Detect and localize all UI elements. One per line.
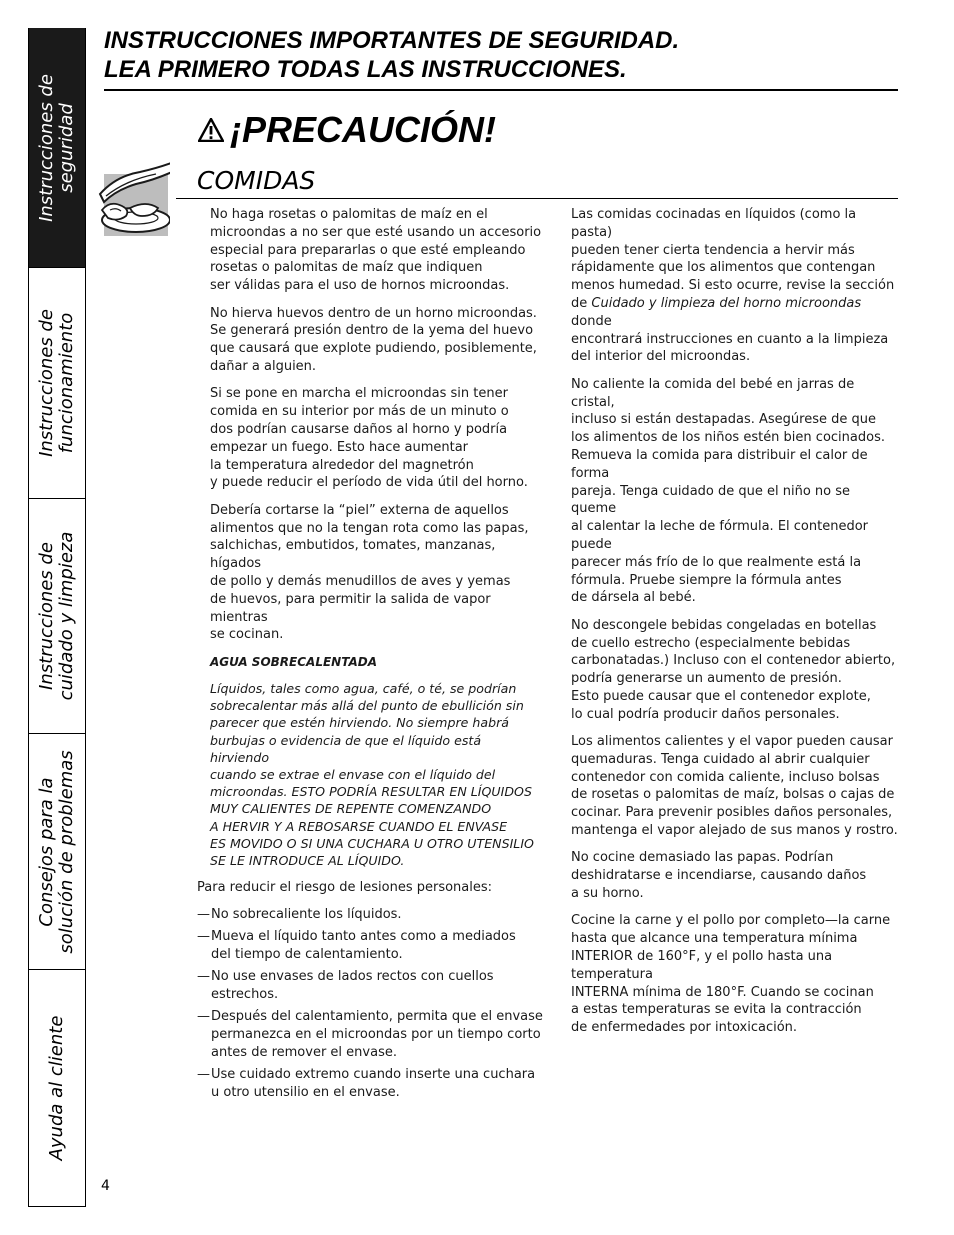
warning-triangle-icon [198, 118, 224, 142]
header-line-2: LEA PRIMERO TODAS LAS INSTRUCCIONES. [104, 56, 627, 83]
list-item: — No use envases de lados rectos con cuellos estrechos. [197, 969, 494, 1003]
paragraph-steam: Los alimentos calientes y el vapor pueden causar quemaduras. Tenga cuidado al abrir cualquier contenedor con comida caliente, incluso bolsas de rosetas o palomitas de maíz, bolsas o cajas de cocinar. Para prevenir posibles daños personales, mantenga el vapor alejado de sus manos y rostro. [571, 734, 898, 839]
page-number: 4 [101, 1178, 110, 1194]
paragraph-potatoes: No cocine demasiado las papas. Podrían deshidratarse e incendiarse, causando daños a su horno. [571, 850, 867, 902]
warning-heading: AGUA SOBRECALENTADA [210, 655, 378, 670]
tab-label: Ayuda al cliente [46, 1015, 67, 1161]
tab-operating-instructions[interactable] [29, 268, 85, 499]
cross-reference: Cuidado y limpieza del horno microondas [591, 295, 862, 311]
tab-safety-instructions[interactable] [29, 28, 85, 268]
paragraph-empty-oven: Si se pone en marcha el microondas sin tener comida en su interior por más de un minuto o dos podrían causarse daños al horno y podría empezar un fuego. Esto hace aumentar la temperatura alrededor del magnetrón y puede reducir el período de vida útil del horno. [210, 386, 528, 491]
tab-customer-help[interactable] [29, 970, 85, 1206]
tab-label: Consejos para la solución de problemas [36, 749, 77, 954]
section-title: COMIDAS [197, 166, 316, 195]
paragraph-skin: Debería cortarse la “piel” externa de aquellos alimentos que no la tengan rota como las papas, salchichas, embutidos, tomates, manzanas, hígados de pollo y demás menudillos de aves y yemas de huevos, para permitir la salida de vapor mientras se cocinan. [210, 502, 529, 643]
content-column-left [197, 206, 544, 1106]
paragraph-meat: Cocine la carne y el pollo por completo—la carne hasta que alcance una temperatura mínima INTERIOR de 160°F, y el pollo hasta una temperatura INTERNA mínima de 180°F. Cuando se cocinan a estas temperaturas se evita la contracción de enfermedades por intoxicación. [571, 913, 891, 1036]
warning-body: Líquidos, tales como agua, café, o té, se podrían sobrecalentar más allá del punto de ebullición sin parecer que estén hirviendo. No siempre habrá burbujas o evidencia de que el líquido está hirviendo cuando se extrae el envase con el líquido del microondas. ESTO PODRÍA RESULTAR EN LÍQUIDOS MUY CALIENTES DE REPENTE COMENZANDO A HERVIR Y A REBOSARSE CUANDO EL ENVASE ES MOVIDO O SI UNA CUCHARA U OTRO UTENSILIO SE LE INTRODUCE AL LÍQUIDO. [210, 680, 534, 868]
caution-title: ¡PRECAUCIÓN! [230, 109, 496, 150]
list-item: — No sobrecaliente los líquidos. [197, 907, 402, 923]
caution-heading [198, 108, 496, 152]
list-item: — Mueva el líquido tanto antes como a mediados del tiempo de calentamiento. [197, 929, 516, 963]
header-line-1: INSTRUCCIONES IMPORTANTES DE SEGURIDAD. [104, 27, 680, 54]
safety-list [197, 906, 544, 1102]
page-header [104, 26, 898, 91]
tab-label: Instrucciones de funcionamiento [36, 309, 77, 457]
section-divider [176, 198, 898, 199]
tab-care-cleaning[interactable] [29, 499, 85, 734]
paragraph-baby-food: No caliente la comida del bebé en jarras de cristal, incluso si están destapadas. Asegúrese de que los alimentos de los niños estén bien cocinados. Remueva la comida para distribuir el calor de forma pareja. Tenga cuidado de que el niño no se queme al calentar la leche de fórmula. El contenedor puede parecer más frío de lo que realmente está la fórmula. Pruebe siempre la fórmula antes de dársela al bebé. [571, 376, 885, 606]
list-intro: Para reducir el riesgo de lesiones personales: [197, 879, 493, 895]
paragraph-frozen-drinks: No descongele bebidas congeladas en botellas de cuello estrecho (especialmente bebidas carbonatadas.) Incluso con el contenedor abierto, podría generarse un aumento de presión. Esto puede causar que el contenedor explote, lo cual podría producir daños personales. [571, 617, 896, 722]
paragraph-eggs: No hierva huevos dentro de un horno microondas. Se generará presión dentro de la yema del huevo que causará que explote pudiendo, posiblemente, dañar a alguien. [210, 305, 537, 374]
tab-troubleshooting[interactable] [29, 734, 85, 970]
list-item: — Después del calentamiento, permita que el envase permanezca en el microondas por un tiempo corto antes de remover el envase. [197, 1009, 543, 1060]
tab-label: Instrucciones de seguridad [36, 73, 77, 222]
paragraph-popcorn: No haga rosetas o palomitas de maíz en el microondas a no ser que esté usando un accesorio especial para prepararlas o que esté empleando rosetas o palomitas de maíz que indiquen ser válidas para el uso de hornos microondas. [210, 207, 542, 294]
list-item: — Use cuidado extremo cuando inserte una cuchara u otro utensilio en el envase. [197, 1067, 536, 1100]
side-navigation [28, 28, 86, 1207]
paragraph-pasta: Las comidas cocinadas en líquidos (como la pasta) pueden tener cierta tendencia a hervir más rápidamente que los alimentos que contengan menos humedad. Si esto ocurre, revise la sección de Cuidado y limpieza del horno microondas donde encontrará instrucciones en cuanto a la limpieza del interior del microondas. [571, 207, 895, 365]
food-plate-icon [96, 158, 170, 238]
content-column-right [571, 206, 899, 1047]
tab-label: Instrucciones de cuidado y limpieza [36, 531, 77, 701]
